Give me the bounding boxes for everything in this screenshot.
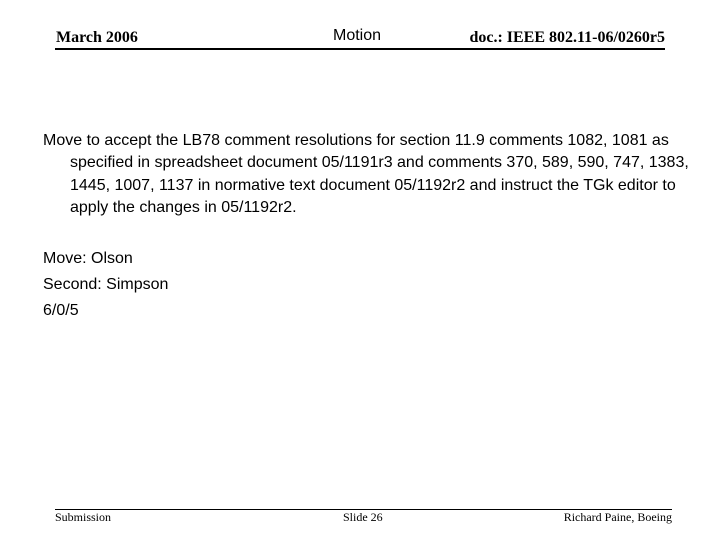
motion-text: Move to accept the LB78 comment resolutions for section 11.9 comments 1082, 1081 as specified in spreadsheet document 05/1191r3 and comments 370, 589, 590, 747, 1383, 1445, 1007, 1137 in normative text document 05/1192r2 and instruct the TGk editor to apply the changes in 05/1192r2.: [43, 132, 689, 217]
header-divider: [55, 48, 665, 50]
seconder-line: Second: Simpson: [43, 275, 169, 293]
mover-line: Move: Olson: [43, 249, 133, 267]
slide-body: [43, 130, 693, 324]
footer-submission: Submission: [55, 510, 112, 524]
slide-title: Motion: [333, 27, 382, 44]
vote-result-line: 6/0/5: [43, 301, 79, 319]
vote-list: [43, 246, 693, 324]
header-doc-id: doc.: IEEE 802.11-06/0260r5: [469, 29, 665, 46]
footer-slide-number: Slide 26: [343, 510, 383, 524]
header-date: March 2006: [56, 29, 138, 46]
footer-author: Richard Paine, Boeing: [563, 510, 672, 524]
